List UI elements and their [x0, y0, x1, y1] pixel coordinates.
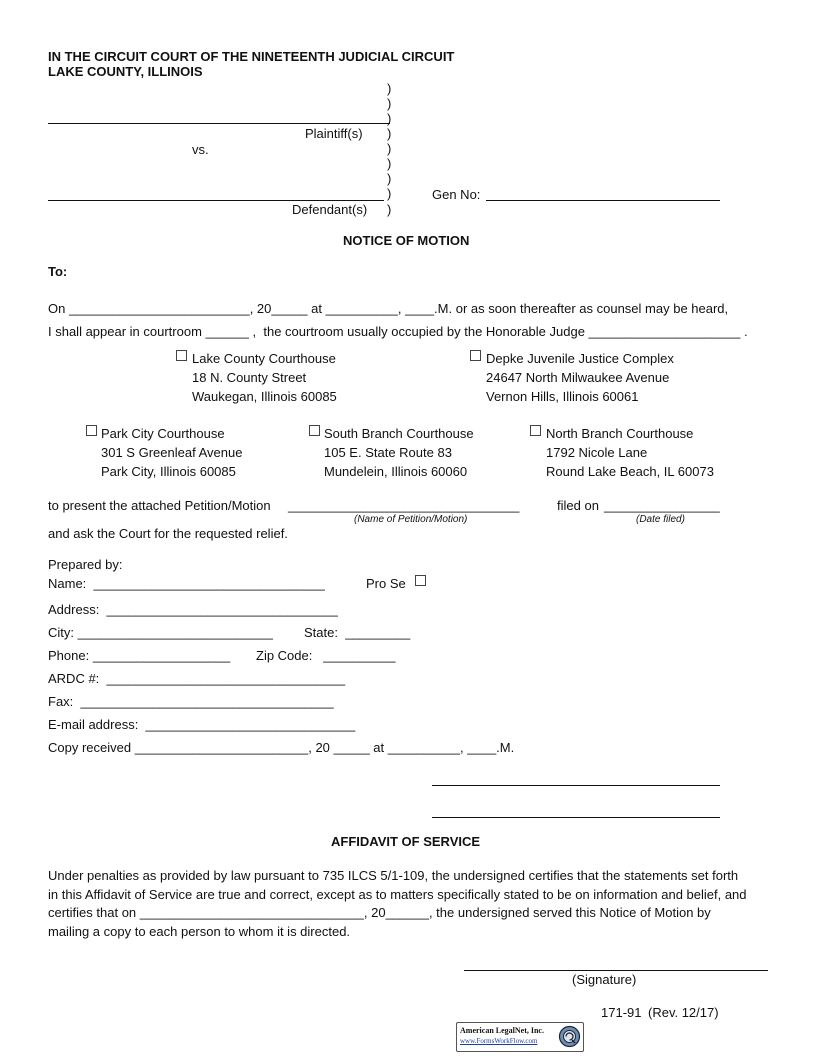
paren: ) — [387, 186, 392, 201]
courthouse-name: South Branch Courthouse — [324, 426, 474, 441]
page-title: NOTICE OF MOTION — [343, 233, 470, 248]
affidavit-text: in this Affidavit of Service are true and correct, except as to matters specifically stated to be on information and belief, and — [48, 887, 747, 902]
courthouse-name: Park City Courthouse — [101, 426, 225, 441]
city-field[interactable]: City: ___________________________ — [48, 625, 273, 640]
email-field[interactable]: E-mail address: _____________________________ — [48, 717, 356, 732]
courthouse-street: 105 E. State Route 83 — [324, 445, 452, 460]
defendant-label: Defendant(s) — [292, 202, 368, 217]
courthouse-city: Park City, Illinois 60085 — [101, 464, 236, 479]
name-field[interactable]: Name: ________________________________ — [48, 576, 325, 591]
paren: ) — [387, 81, 392, 96]
courtroom-line: I shall appear in courtroom ______ , the courtroom usually occupied by the Honorable Judge _____________________ . — [48, 324, 748, 339]
paren: ) — [387, 96, 392, 111]
defendant-line[interactable] — [48, 200, 384, 201]
filed-on-label: filed on — [557, 498, 599, 513]
south-branch-checkbox[interactable] — [309, 425, 320, 436]
park-city-checkbox[interactable] — [86, 425, 97, 436]
paren: ) — [387, 111, 392, 126]
petition-name-blank[interactable]: ________________________________ — [288, 498, 520, 513]
petition-name-caption: (Name of Petition/Motion) — [354, 514, 468, 525]
vs-label: vs. — [192, 142, 209, 157]
pro-se-checkbox[interactable] — [415, 575, 426, 586]
plaintiff-line[interactable] — [48, 123, 390, 124]
courthouse-name: North Branch Courthouse — [546, 426, 694, 441]
courthouse-city: Mundelein, Illinois 60060 — [324, 464, 468, 479]
paren: ) — [387, 202, 392, 217]
paren: ) — [387, 126, 392, 141]
courthouse-street: 24647 North Milwaukee Avenue — [486, 370, 670, 385]
signature-line[interactable] — [432, 785, 720, 786]
state-field[interactable]: State: _________ — [304, 625, 411, 640]
court-name: IN THE CIRCUIT COURT OF THE NINETEENTH JUDICIAL CIRCUIT — [48, 49, 455, 64]
courthouse-city: Round Lake Beach, IL 60073 — [546, 464, 714, 479]
courthouse-street: 1792 Nicole Lane — [546, 445, 648, 460]
logo-globe-icon — [558, 1025, 581, 1048]
fax-field[interactable]: Fax: ___________________________________ — [48, 694, 334, 709]
to-label: To: — [48, 264, 68, 279]
lake-county-checkbox[interactable] — [176, 350, 187, 361]
gen-no-label: Gen No: — [432, 187, 481, 202]
copy-received-line[interactable]: Copy received ________________________, 20 _____ at __________, ____.M. — [48, 740, 515, 755]
zip-code-field[interactable]: Zip Code: __________ — [256, 648, 396, 663]
address-field[interactable]: Address: ________________________________ — [48, 602, 338, 617]
signature-line[interactable] — [432, 817, 720, 818]
prepared-by-label: Prepared by: — [48, 557, 123, 572]
affidavit-title: AFFIDAVIT OF SERVICE — [331, 834, 481, 849]
affidavit-text: Under penalties as provided by law pursuant to 735 ILCS 5/1-109, the undersigned certifies that the statements set forth — [48, 868, 739, 883]
paren: ) — [387, 171, 392, 186]
logo-company-name: American LegalNet, Inc. — [460, 1026, 544, 1035]
courthouse-name: Depke Juvenile Justice Complex — [486, 351, 674, 366]
date-filed-caption: (Date filed) — [636, 514, 685, 525]
paren: ) — [387, 141, 392, 156]
gen-no-line[interactable] — [486, 200, 720, 201]
courthouse-street: 301 S Greenleaf Avenue — [101, 445, 243, 460]
depke-juvenile-checkbox[interactable] — [470, 350, 481, 361]
north-branch-checkbox[interactable] — [530, 425, 541, 436]
phone-field[interactable]: Phone: ___________________ — [48, 648, 231, 663]
date-filed-blank[interactable]: ________________ — [604, 498, 720, 513]
courthouse-street: 18 N. County Street — [192, 370, 307, 385]
affidavit-text: certifies that on _______________________________, 20______, the undersigned served this Notice of Motion by — [48, 905, 711, 920]
form-number: 171-91 — [601, 1005, 642, 1020]
logo-url[interactable]: www.FormsWorkFlow.com — [460, 1037, 538, 1045]
affidavit-signature-line[interactable] — [464, 970, 768, 971]
relief-text: and ask the Court for the requested relief. — [48, 526, 288, 541]
county-name: LAKE COUNTY, ILLINOIS — [48, 64, 203, 79]
appearance-line: On _________________________, 20_____ at __________, ____.M. or as soon thereafter as counsel may be heard, — [48, 301, 729, 316]
pro-se-label: Pro Se — [366, 576, 406, 591]
ardc-field[interactable]: ARDC #: _________________________________ — [48, 671, 346, 686]
american-legalnet-logo — [456, 1022, 584, 1052]
signature-label: (Signature) — [572, 972, 637, 987]
present-text: to present the attached Petition/Motion — [48, 498, 271, 513]
revision-date: (Rev. 12/17) — [648, 1005, 719, 1020]
paren: ) — [387, 156, 392, 171]
courthouse-city: Vernon Hills, Illinois 60061 — [486, 389, 639, 404]
courthouse-city: Waukegan, Illinois 60085 — [192, 389, 337, 404]
courthouse-name: Lake County Courthouse — [192, 351, 336, 366]
affidavit-text: mailing a copy to each person to whom it is directed. — [48, 924, 351, 939]
plaintiff-label: Plaintiff(s) — [305, 126, 363, 141]
